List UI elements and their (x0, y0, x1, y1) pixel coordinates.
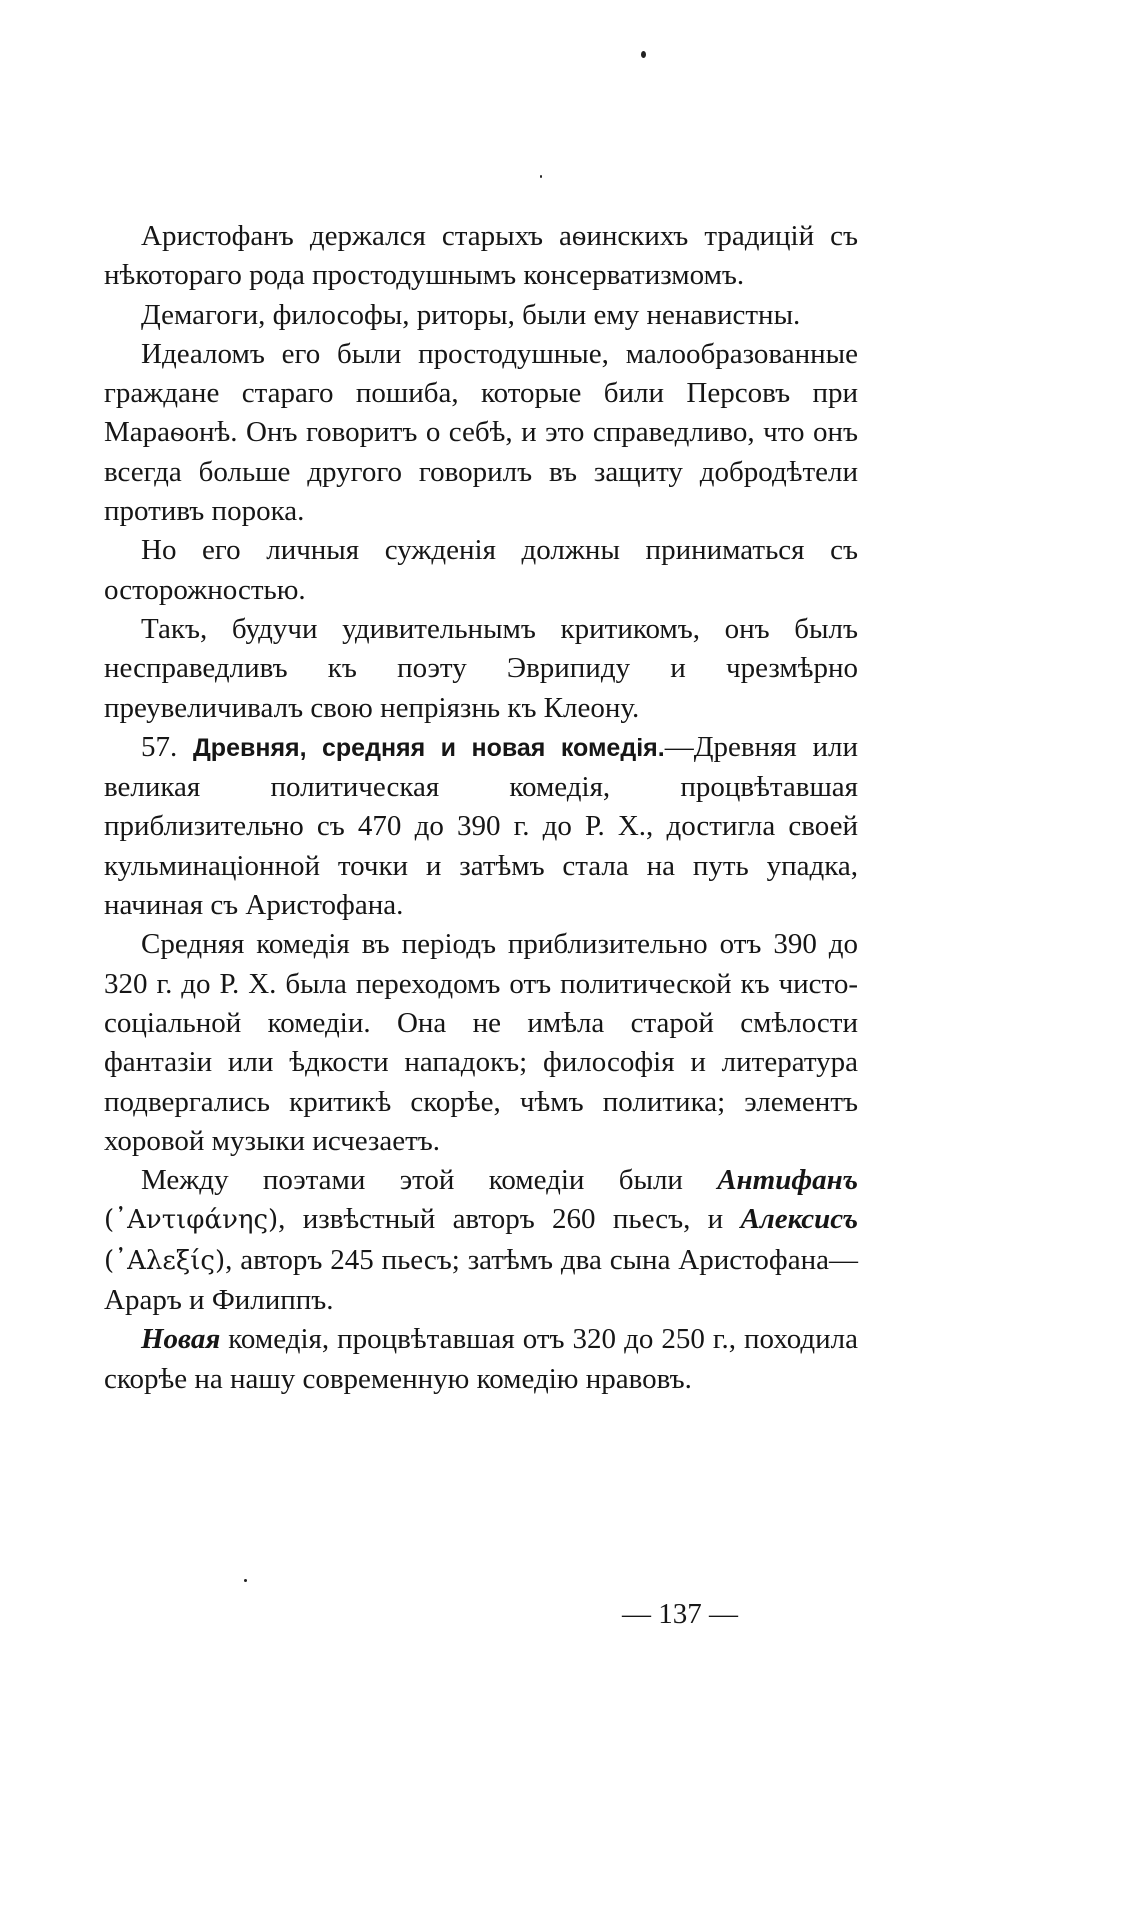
print-speck (540, 175, 542, 178)
paragraph: Идеаломъ его были простодушные, малообразованные граждане стараго пошиба, которые били Персовъ при Мараѳонѣ. Онъ говоритъ о себѣ, и это справедливо, что онъ всегда больше другого говорилъ въ защиту добродѣтели противъ порока. (104, 337, 858, 528)
paragraph (104, 1320, 858, 1399)
print-speck (244, 1579, 247, 1582)
paragraph-text: , извѣстный авторъ 260 пьесъ, и (278, 1203, 724, 1236)
poet-name: Антифанъ (717, 1164, 858, 1197)
paragraph: Демагоги, философы, риторы, были ему ненавистны. (141, 298, 801, 331)
print-speck (641, 51, 646, 58)
paragraph: Такъ, будучи удивительнымъ критикомъ, онъ былъ несправедливъ къ поэту Эврипиду и чрезмѣрно преувеличивалъ свою непріязнь къ Клеону. (104, 612, 858, 724)
section-paragraph (104, 728, 858, 925)
page-number: — 137 — (622, 1598, 738, 1630)
paragraph (104, 1161, 858, 1320)
greek-name: (᾿Αλεξίς) (104, 1245, 226, 1276)
paragraph: Средняя комедія въ періодъ приблизительно отъ 390 до 320 г. до Р. Х. была переходомъ отъ политической къ чисто-соціальной комедіи. Она не имѣла старой смѣлости фантазіи или ѣдкости нападокъ; философія и литература подвергались критикѣ скорѣе, чѣмъ политика; элементъ хоровой музыки исчезаетъ. (104, 928, 858, 1157)
emphasis-word: Новая (141, 1323, 221, 1356)
body-text (104, 217, 858, 1399)
section-number: 57. (141, 730, 178, 763)
section-text: —Древняя или великая политическая комедія, процвѣтавшая приблизительно съ 470 до 390 г. до Р. Х., достигла своей кульминаціонной точки и затѣмъ стала на путь упадка, начиная съ Аристофана. (104, 730, 858, 922)
greek-name: (᾿Αντιφάνης) (104, 1205, 279, 1236)
paragraph-text: комедія, процвѣтавшая отъ 320 до 250 г., походила скорѣе на нашу современную комедію нравовъ. (104, 1323, 858, 1395)
paragraph: Аристофанъ держался старыхъ аѳинскихъ традицій съ нѣкотораго рода простодушнымъ консерватизмомъ. (104, 220, 858, 292)
poet-name: Алексисъ (740, 1203, 858, 1236)
paragraph: Но его личныя сужденія должны приниматься съ осторожностью. (104, 534, 858, 606)
paragraph-lead: Между поэтами этой комедіи были (141, 1164, 683, 1197)
paragraph-text: , авторъ 245 пьесъ; затѣмъ два сына Аристофана—Араръ и Филиппъ. (104, 1243, 858, 1317)
section-heading: Древняя, средняя и новая комедія. (193, 733, 665, 762)
